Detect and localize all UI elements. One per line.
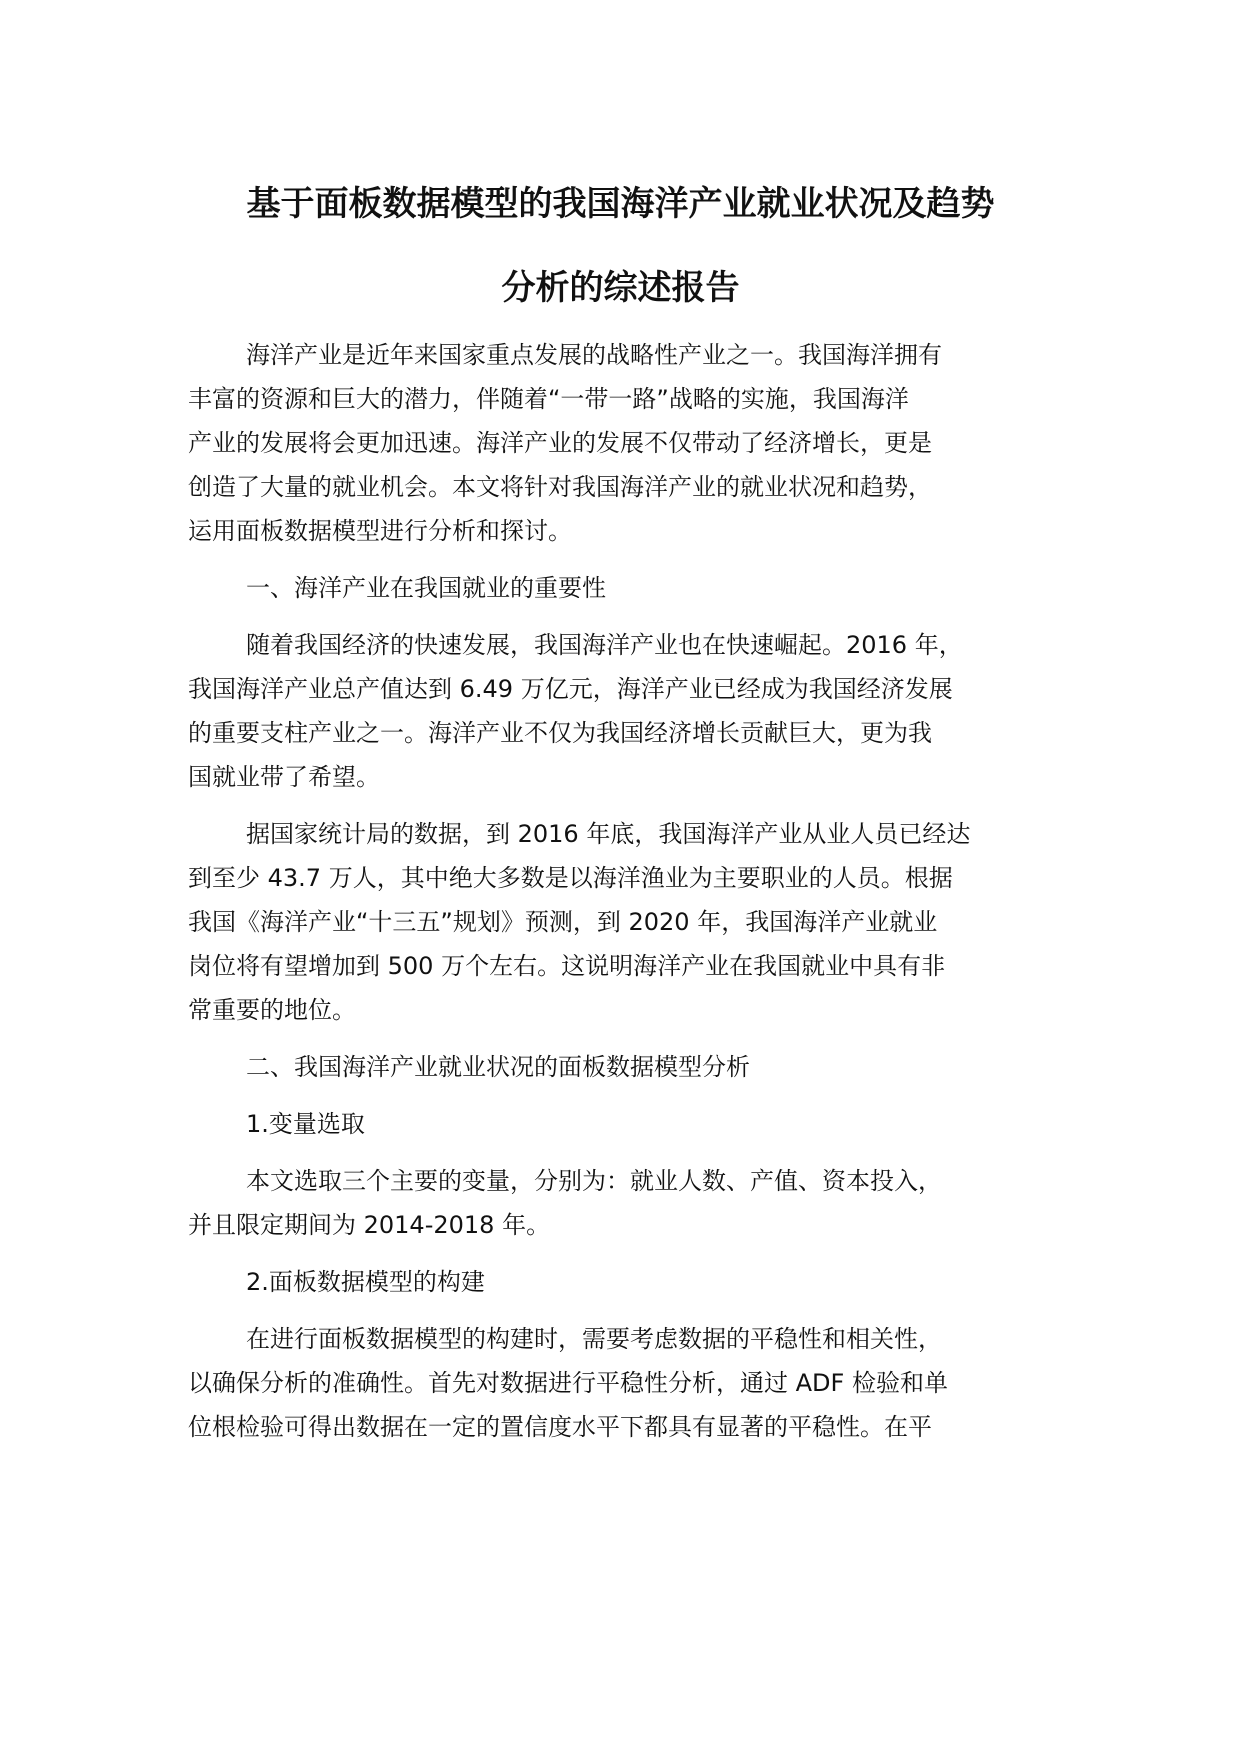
paragraph-1-line-2: 丰富的资源和巨大的潜力，伴随着“一带一路”战略的实施，我国海洋 <box>188 385 909 413</box>
paragraph-2-line-4: 国就业带了希望。 <box>188 763 380 791</box>
section-heading-2: 二、我国海洋产业就业状况的面板数据模型分析 <box>246 1053 750 1081</box>
paragraph-3-line-1: 据国家统计局的数据，到 2016 年底，我国海洋产业从业人员已经达 <box>246 820 971 848</box>
document-title-line-2: 分析的综述报告 <box>501 268 740 308</box>
paragraph-1-line-5: 运用面板数据模型进行分析和探讨。 <box>188 517 572 545</box>
paragraph-3-line-5: 常重要的地位。 <box>188 996 356 1024</box>
paragraph-5-line-1: 在进行面板数据模型的构建时，需要考虑数据的平稳性和相关性， <box>246 1325 942 1353</box>
paragraph-1-line-4: 创造了大量的就业机会。本文将针对我国海洋产业的就业状况和趋势， <box>188 473 932 501</box>
paragraph-2-line-3: 的重要支柱产业之一。海洋产业不仅为我国经济增长贡献巨大，更为我 <box>188 719 932 747</box>
paragraph-4-line-2: 并且限定期间为 2014-2018 年。 <box>188 1211 551 1239</box>
section-heading-1: 一、海洋产业在我国就业的重要性 <box>246 574 606 602</box>
paragraph-5-line-3: 位根检验可得出数据在一定的置信度水平下都具有显著的平稳性。在平 <box>188 1413 932 1441</box>
paragraph-1-line-3: 产业的发展将会更加迅速。海洋产业的发展不仅带动了经济增长，更是 <box>188 429 932 457</box>
paragraph-4-line-1: 本文选取三个主要的变量，分别为：就业人数、产值、资本投入， <box>246 1167 942 1195</box>
subsection-heading-2: 2.面板数据模型的构建 <box>246 1268 485 1296</box>
paragraph-5-line-2: 以确保分析的准确性。首先对数据进行平稳性分析，通过 ADF 检验和单 <box>188 1369 948 1397</box>
subsection-heading-1: 1.变量选取 <box>246 1110 365 1138</box>
paragraph-3-line-2: 到至少 43.7 万人，其中绝大多数是以海洋渔业为主要职业的人员。根据 <box>188 864 953 892</box>
paragraph-2-line-1: 随着我国经济的快速发展，我国海洋产业也在快速崛起。2016 年， <box>246 631 963 659</box>
paragraph-2-line-2: 我国海洋产业总产值达到 6.49 万亿元，海洋产业已经成为我国经济发展 <box>188 675 953 703</box>
paragraph-1-line-1: 海洋产业是近年来国家重点发展的战略性产业之一。我国海洋拥有 <box>246 341 942 369</box>
paragraph-3-line-3: 我国《海洋产业“十三五”规划》预测，到 2020 年，我国海洋产业就业 <box>188 908 938 936</box>
document-title-line-1: 基于面板数据模型的我国海洋产业就业状况及趋势 <box>246 184 995 224</box>
paragraph-3-line-4: 岗位将有望增加到 500 万个左右。这说明海洋产业在我国就业中具有非 <box>188 952 946 980</box>
